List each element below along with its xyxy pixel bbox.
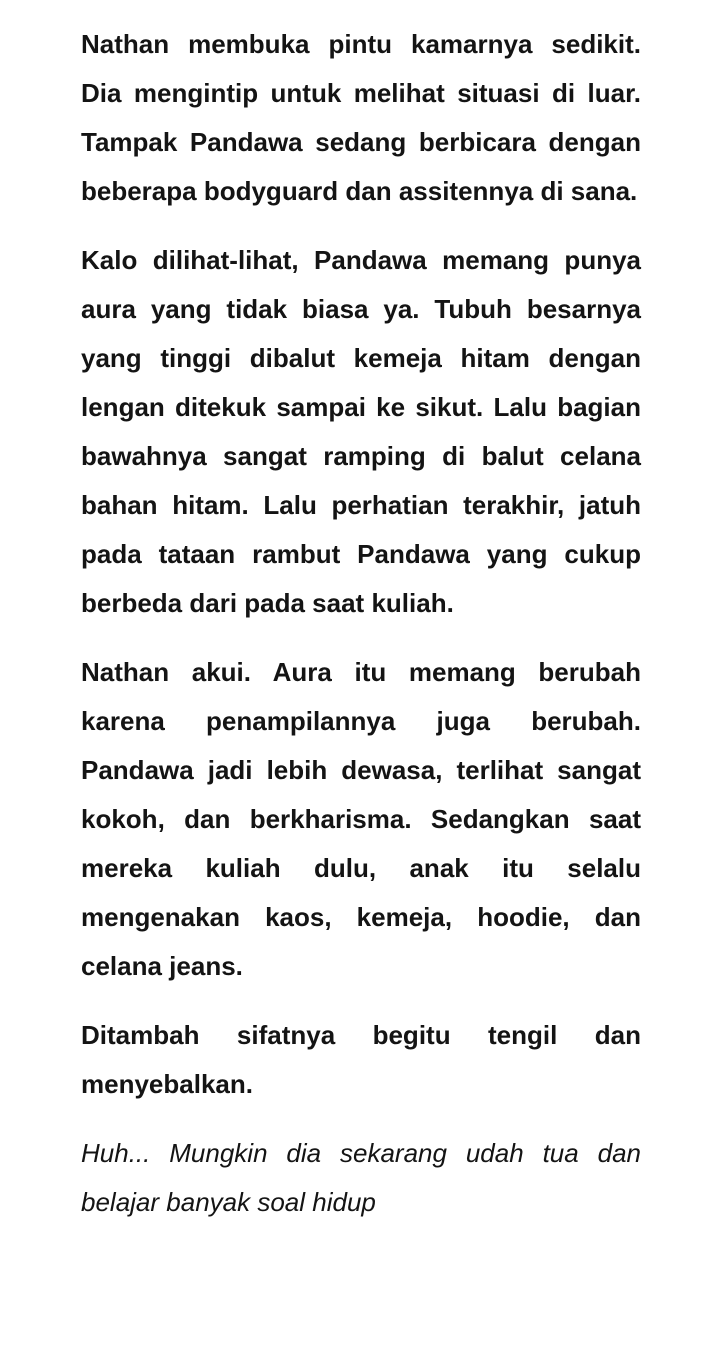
- paragraph-2: Kalo dilihat-lihat, Pandawa memang punya aura yang tidak biasa ya. Tubuh besarnya yang tinggi dibalut kemeja hitam dengan lengan ditekuk sampai ke sikut. Lalu bagian bawahnya sangat ramping di balut celana bahan hitam. Lalu perhatian terakhir, jatuh pada tataan rambut Pandawa yang cukup berbeda dari pada saat kuliah.: [81, 245, 641, 618]
- paragraph-4: Ditambah sifatnya begitu tengil dan menyebalkan.: [81, 1020, 641, 1099]
- paragraph-5-thought: Huh... Mungkin dia sekarang udah tua dan belajar banyak soal hidup: [81, 1138, 641, 1217]
- paragraph-1: Nathan membuka pintu kamarnya sedikit. Dia mengintip untuk melihat situasi di luar. Tampak Pandawa sedang berbicara dengan beberapa bodyguard dan assitennya di sana.: [81, 29, 641, 206]
- story-text: [81, 20, 641, 1247]
- paragraph-3: Nathan akui. Aura itu memang berubah karena penampilannya juga berubah. Pandawa jadi lebih dewasa, terlihat sangat kokoh, dan berkharisma. Sedangkan saat mereka kuliah dulu, anak itu selalu mengenakan kaos, kemeja, hoodie, dan celana jeans.: [81, 657, 641, 981]
